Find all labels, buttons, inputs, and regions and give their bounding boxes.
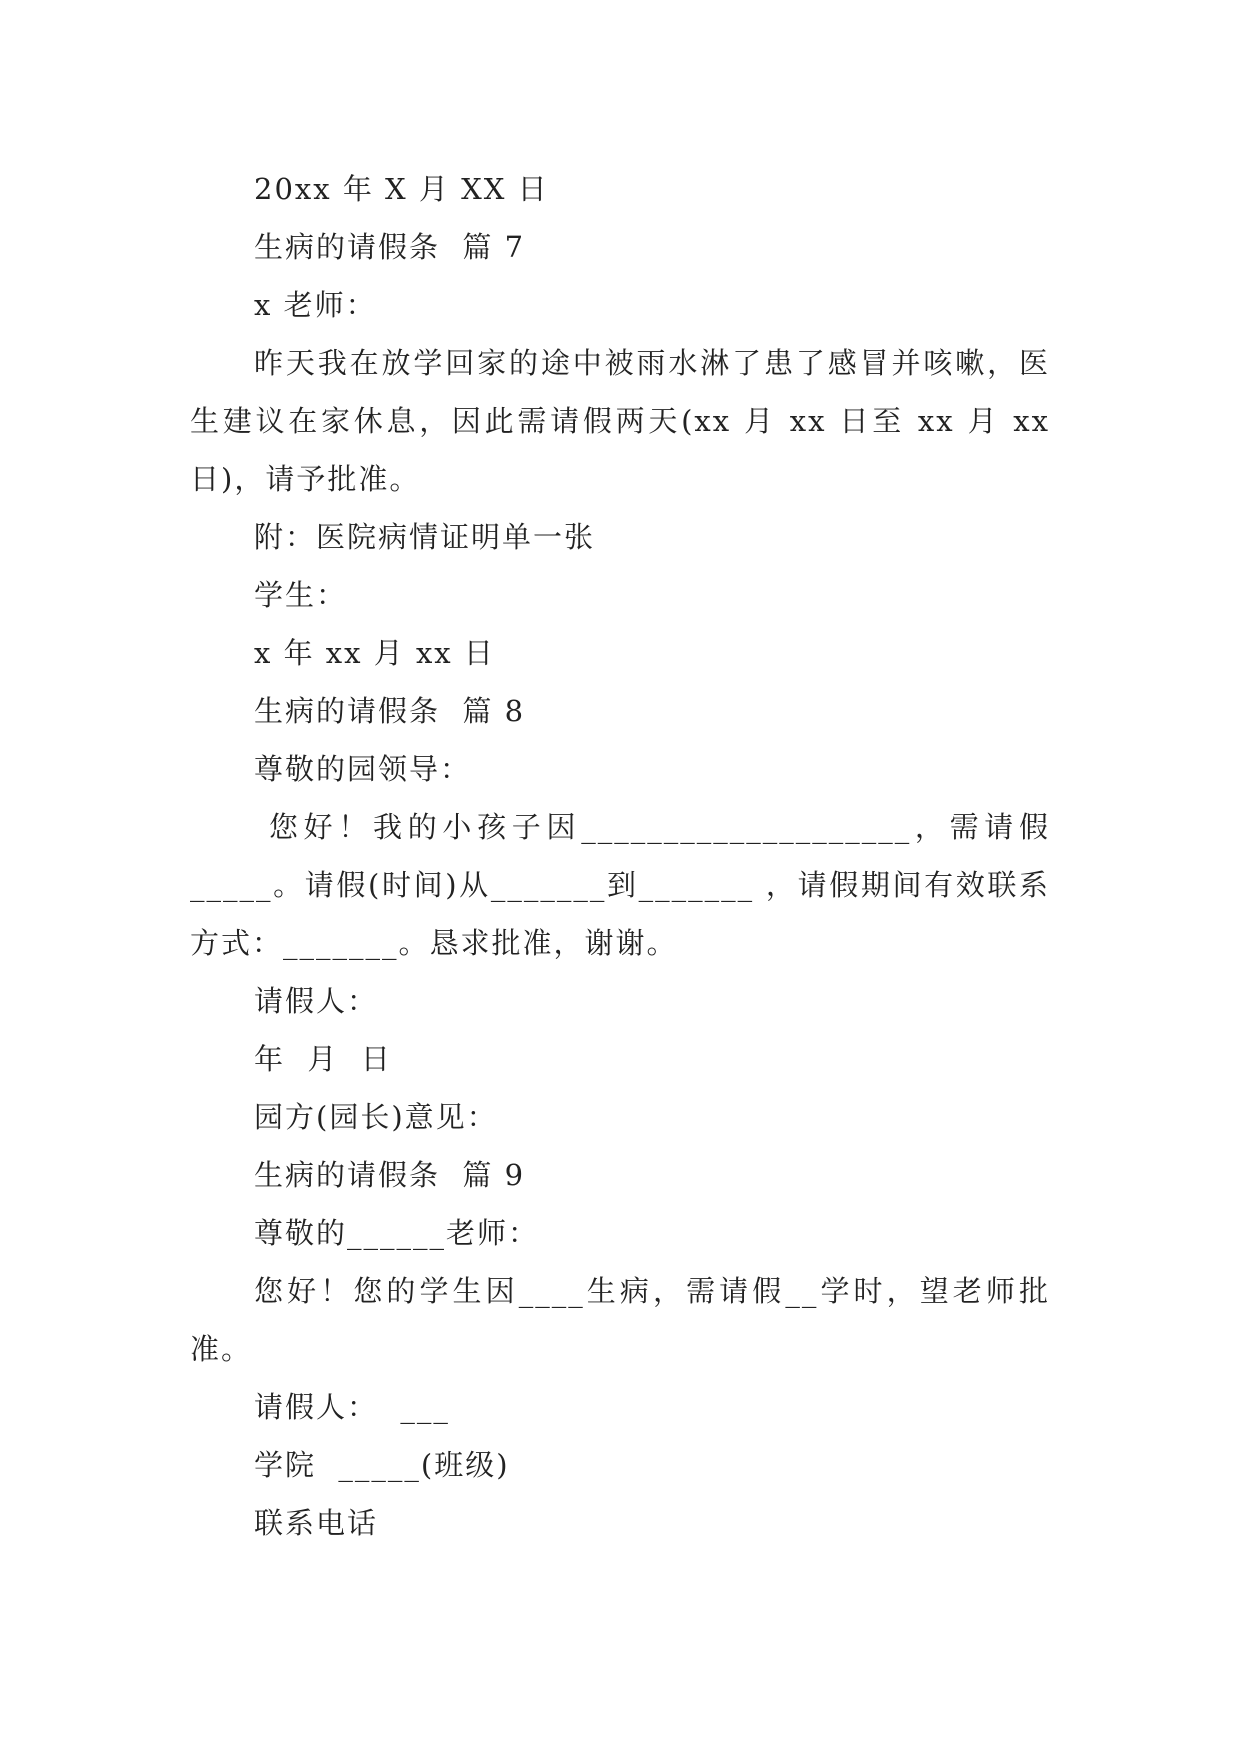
body-paragraph: 您好！您的学生因____生病，需请假__学时，望老师批准。 (190, 1274, 1050, 1366)
salutation: x 老师： (254, 288, 377, 322)
section-heading-9: 生病的请假条 篇 9 (254, 1158, 526, 1192)
phone-label: 联系电话 (254, 1506, 379, 1540)
section-heading-8: 生病的请假条 篇 8 (254, 694, 526, 728)
date-line: x 年 xx 月 xx 日 (254, 636, 495, 670)
signature-label: 请假人： ___ (254, 1390, 450, 1424)
body-paragraph: 您好！我的小孩子因____________________，需请假_____。请假(时间)从_______到_______ ，请假期间有效联系方式：_______。恳求批准，谢谢。 (190, 810, 1050, 960)
class-label: 学院 _____(班级) (254, 1448, 510, 1482)
signature-label: 学生： (254, 578, 348, 612)
body-paragraph: 昨天我在放学回家的途中被雨水淋了患了感冒并咳嗽，医生建议在家休息，因此需请假两天(xx 月 xx 日至 xx 月 xx 日)，请予批准。 (190, 346, 1062, 496)
attachment-note: 附：医院病情证明单一张 (254, 520, 596, 554)
date-line: 20xx 年 X 月 XX 日 (254, 172, 549, 206)
date-line: 年 月 日 (254, 1042, 392, 1076)
section-heading-7: 生病的请假条 篇 7 (254, 230, 526, 264)
approval-label: 园方(园长)意见： (254, 1100, 498, 1134)
signature-label: 请假人： (254, 984, 379, 1018)
document-body (190, 160, 1062, 1552)
salutation: 尊敬的______老师： (254, 1216, 540, 1250)
salutation: 尊敬的园领导： (254, 752, 472, 786)
